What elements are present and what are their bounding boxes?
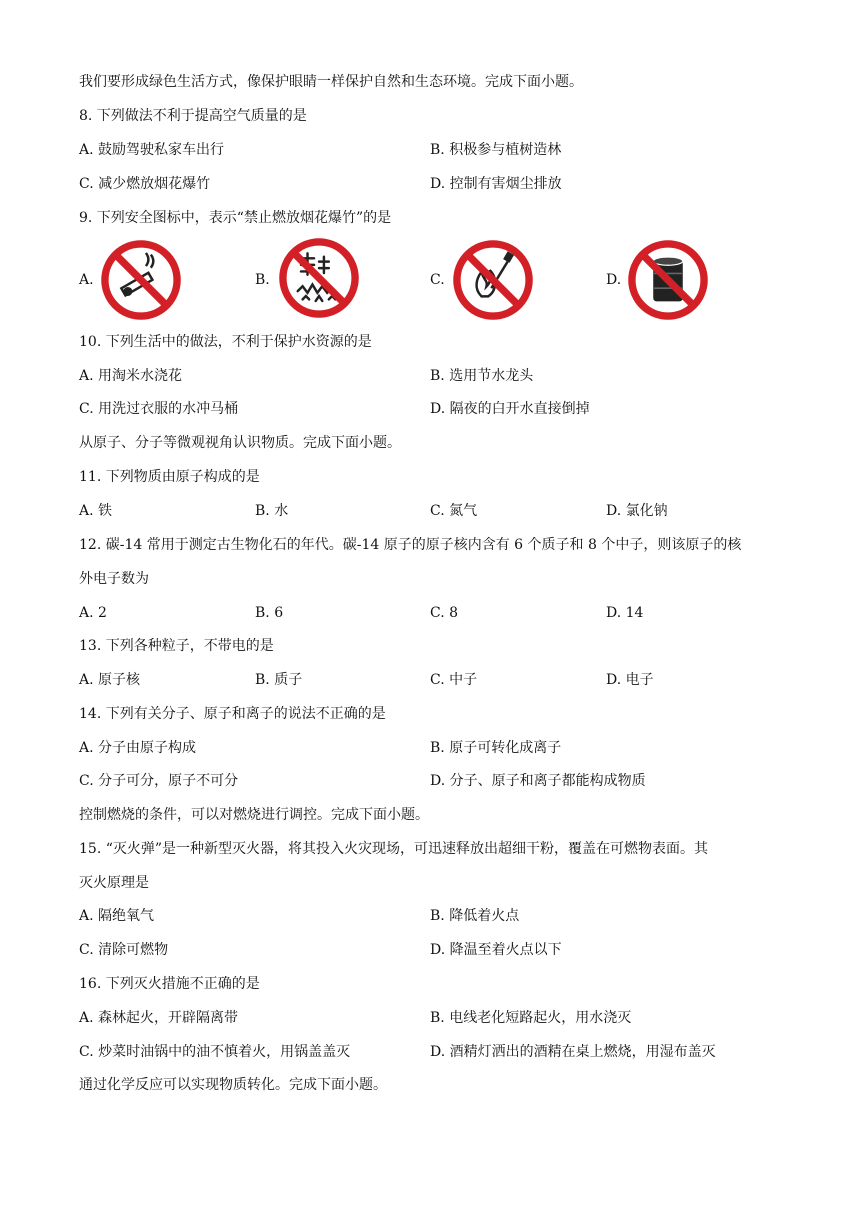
q9-stem: 9. 下列安全图标中，表示“禁止燃放烟花爆竹”的是: [79, 210, 392, 226]
q13-option-d: D. 电子: [606, 672, 654, 688]
section-intro-micro-view: 从原子、分子等微观视角认识物质。完成下面小题。: [79, 435, 401, 451]
q8-option-a: A. 鼓励驾驶私家车出行: [79, 142, 225, 158]
q8-option-d: D. 控制有害烟尘排放: [430, 176, 562, 192]
q11-option-a: A. 铁: [79, 503, 113, 519]
section-intro-transformation: 通过化学反应可以实现物质转化。完成下面小题。: [79, 1077, 387, 1093]
q11-stem: 11. 下列物质由原子构成的是: [79, 469, 260, 485]
q14-option-a: A. 分子由原子构成: [79, 740, 197, 756]
q12-stem-line2: 外电子数为: [79, 571, 149, 587]
q10-option-b: B. 选用节水龙头: [430, 368, 534, 384]
q11-option-c: C. 氮气: [430, 503, 478, 519]
q14-option-d: D. 分子、原子和离子都能构成物质: [430, 773, 646, 789]
q14-stem: 14. 下列有关分子、原子和离子的说法不正确的是: [79, 706, 386, 722]
q12-option-d: D. 14: [606, 605, 644, 621]
q15-option-b: B. 降低着火点: [430, 908, 520, 924]
q8-stem: 8. 下列做法不利于提高空气质量的是: [79, 108, 307, 124]
q10-option-d: D. 隔夜的白开水直接倒掉: [430, 401, 590, 417]
no-flammable-container-sign-icon: [627, 239, 709, 321]
q13-option-c: C. 中子: [430, 672, 478, 688]
q15-stem-line1: 15. “灭火弹”是一种新型灭火器，将其投入火灾现场，可迅速释放出超细干粉，覆盖在可燃物表面。其: [79, 841, 709, 857]
q16-option-d: D. 酒精灯洒出的酒精在桌上燃烧，用湿布盖灭: [430, 1044, 716, 1060]
q8-option-b: B. 积极参与植树造林: [430, 142, 562, 158]
q11-option-b: B. 水: [255, 503, 289, 519]
q10-option-a: A. 用淘米水浇花: [79, 368, 183, 384]
q13-option-b: B. 质子: [255, 672, 303, 688]
section-intro-combustion: 控制燃烧的条件，可以对燃烧进行调控。完成下面小题。: [79, 807, 429, 823]
q16-option-a: A. 森林起火，开辟隔离带: [79, 1010, 239, 1026]
q9-option-c-label: C.: [430, 272, 445, 288]
q9-option-a-label: A.: [79, 272, 94, 288]
q10-stem: 10. 下列生活中的做法，不利于保护水资源的是: [79, 334, 372, 350]
q9-option-d-label: D.: [606, 272, 622, 288]
section-intro-green-life: 我们要形成绿色生活方式，像保护眼睛一样保护自然和生态环境。完成下面小题。: [79, 74, 583, 90]
q14-option-c: C. 分子可分，原子不可分: [79, 773, 239, 789]
q15-option-d: D. 降温至着火点以下: [430, 942, 562, 958]
q13-stem: 13. 下列各种粒子，不带电的是: [79, 638, 274, 654]
q15-option-a: A. 隔绝氧气: [79, 908, 155, 924]
q14-option-b: B. 原子可转化成离子: [430, 740, 562, 756]
q9-option-b-label: B.: [255, 272, 270, 288]
q16-option-b: B. 电线老化短路起火，用水浇灭: [430, 1010, 632, 1026]
q10-option-c: C. 用洗过衣服的水冲马桶: [79, 401, 239, 417]
no-fireworks-sign-icon: [278, 237, 360, 319]
q15-option-c: C. 清除可燃物: [79, 942, 169, 958]
q12-option-a: A. 2: [79, 605, 107, 621]
q16-stem: 16. 下列灭火措施不正确的是: [79, 976, 260, 992]
no-smoking-sign-icon: [100, 239, 182, 321]
q11-option-d: D. 氯化钠: [606, 503, 668, 519]
q15-stem-line2: 灭火原理是: [79, 875, 149, 891]
no-open-flame-sign-icon: [452, 239, 534, 321]
q13-option-a: A. 原子核: [79, 672, 141, 688]
q12-stem-line1: 12. 碳-14 常用于测定古生物化石的年代。碳-14 原子的原子核内含有 6 个质子和 8 个中子，则该原子的核: [79, 537, 742, 553]
q12-option-c: C. 8: [430, 605, 459, 621]
q8-option-c: C. 减少燃放烟花爆竹: [79, 176, 211, 192]
q12-option-b: B. 6: [255, 605, 284, 621]
q16-option-c: C. 炒菜时油锅中的油不慎着火，用锅盖盖灭: [79, 1044, 351, 1060]
